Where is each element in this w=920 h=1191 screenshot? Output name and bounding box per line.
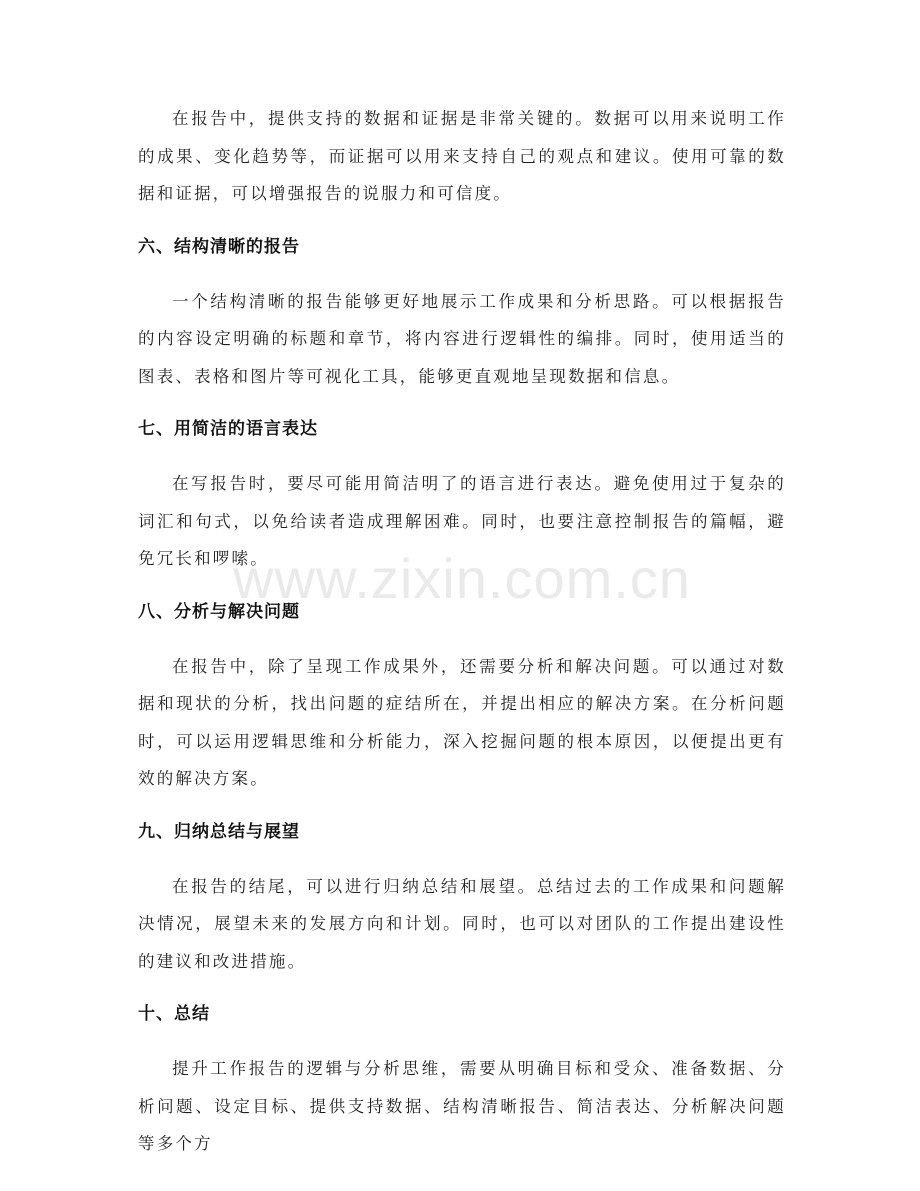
document-body [138, 100, 786, 1163]
heading-section-7: 七、用简洁的语言表达 [138, 419, 318, 439]
paragraph-section-6: 一个结构清晰的报告能够更好地展示工作成果和分析思路。可以根据报告的内容设定明确的标题和章节，将内容进行逻辑性的编排。同时，使用适当的图表、表格和图片等可视化工具，能够更直观地呈现数据和信息。 [138, 291, 786, 386]
heading-section-8: 八、分析与解决问题 [138, 601, 300, 622]
heading-section-6: 六、结构清晰的报告 [138, 236, 300, 257]
paragraph-section-9: 在报告的结尾，可以进行归纳总结和展望。总结过去的工作成果和问题解决情况，展望未来的发展方向和计划。同时，也可以对团队的工作提出建设性的建议和改进措施。 [138, 876, 786, 971]
watermark: www.zixin.com.cn [233, 547, 691, 610]
paragraph-section-8: 在报告中，除了呈现工作成果外，还需要分析和解决问题。可以通过对数据和现状的分析，找出问题的症结所在，并提出相应的解决方案。在分析问题时，可以运用逻辑思维和分析能力，深入挖掘问题的根本原因，以便提出更有效的解决方案。 [138, 656, 786, 788]
paragraph-section-10: 提升工作报告的逻辑与分析思维，需要从明确目标和受众、准备数据、分析问题、设定目标、提供支持数据、结构清晰报告、简洁表达、分析解决问题等多个方 [138, 1059, 786, 1153]
paragraph-section-7: 在写报告时，要尽可能用简洁明了的语言进行表达。避免使用过于复杂的词汇和句式，以免给读者造成理解困难。同时，也要注意控制报告的篇幅，避免冗长和啰嗦。 [138, 474, 786, 568]
heading-section-9: 九、归纳总结与展望 [138, 821, 300, 842]
heading-section-10: 十、总结 [138, 1004, 210, 1024]
paragraph-supporting-data: 在报告中，提供支持的数据和证据是非常关键的。数据可以用来说明工作的成果、变化趋势等，而证据可以用来支持自己的观点和建议。使用可靠的数据和证据，可以增强报告的说服力和可信度。 [138, 109, 786, 203]
